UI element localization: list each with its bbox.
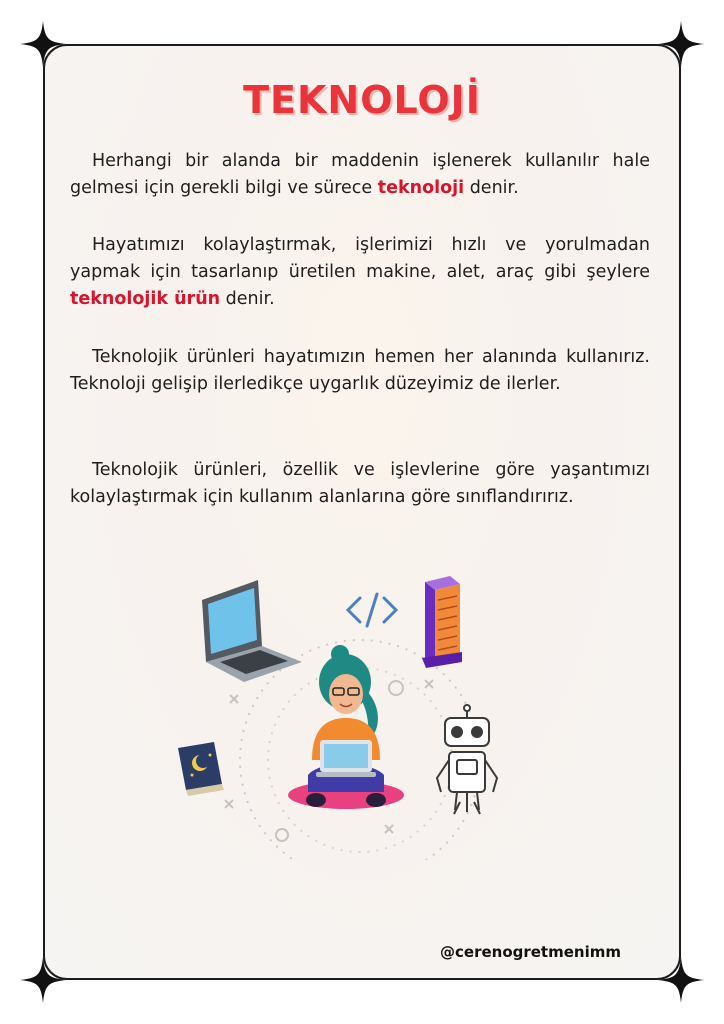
- paragraph-text: Hayatımızı kolaylaştırmak, işlerimizi hızlı ve yorulmadan yapmak için tasarlanıp üretilen makine, alet, araç gibi şeylere: [70, 235, 650, 282]
- page-title: TEKNOLOJİ: [243, 78, 481, 122]
- code-icon: [348, 594, 396, 626]
- corner-star-icon: [658, 957, 704, 1003]
- highlight-term: teknolojik ürün: [70, 289, 221, 309]
- paragraph-usage: [70, 344, 650, 398]
- paragraph-classification: [70, 457, 650, 511]
- author-credit: @cerenogretmenimm: [440, 943, 621, 961]
- paragraph-text: Teknolojik ürünleri, özellik ve işlevlerine göre yaşantımızı kolaylaştırmak için kullanım alanlarına göre sınıflandırırız.: [70, 460, 650, 507]
- technology-illustration: [170, 570, 510, 860]
- robot-icon: [437, 705, 497, 814]
- paragraph-text: denir.: [464, 178, 519, 198]
- laptop-icon: [202, 580, 302, 682]
- server-tower-icon: [422, 576, 462, 668]
- corner-star-icon: [658, 21, 704, 67]
- corner-star-icon: [20, 21, 66, 67]
- paragraph-product: [70, 232, 650, 313]
- girl-with-laptop-icon: [288, 645, 404, 809]
- paragraph-definition: [70, 148, 650, 202]
- book-icon: [178, 742, 224, 796]
- corner-star-icon: [20, 957, 66, 1003]
- paragraph-text: Teknolojik ürünleri hayatımızın hemen her alanında kullanırız. Teknoloji gelişip ilerledikçe uygarlık düzeyimiz de ilerler.: [70, 347, 650, 394]
- highlight-term: teknoloji: [377, 178, 465, 198]
- paragraph-text: Herhangi bir alanda bir maddenin işlenerek kullanılır hale gelmesi için gerekli bilgi ve sürece: [70, 151, 650, 198]
- paragraph-text: denir.: [220, 289, 275, 309]
